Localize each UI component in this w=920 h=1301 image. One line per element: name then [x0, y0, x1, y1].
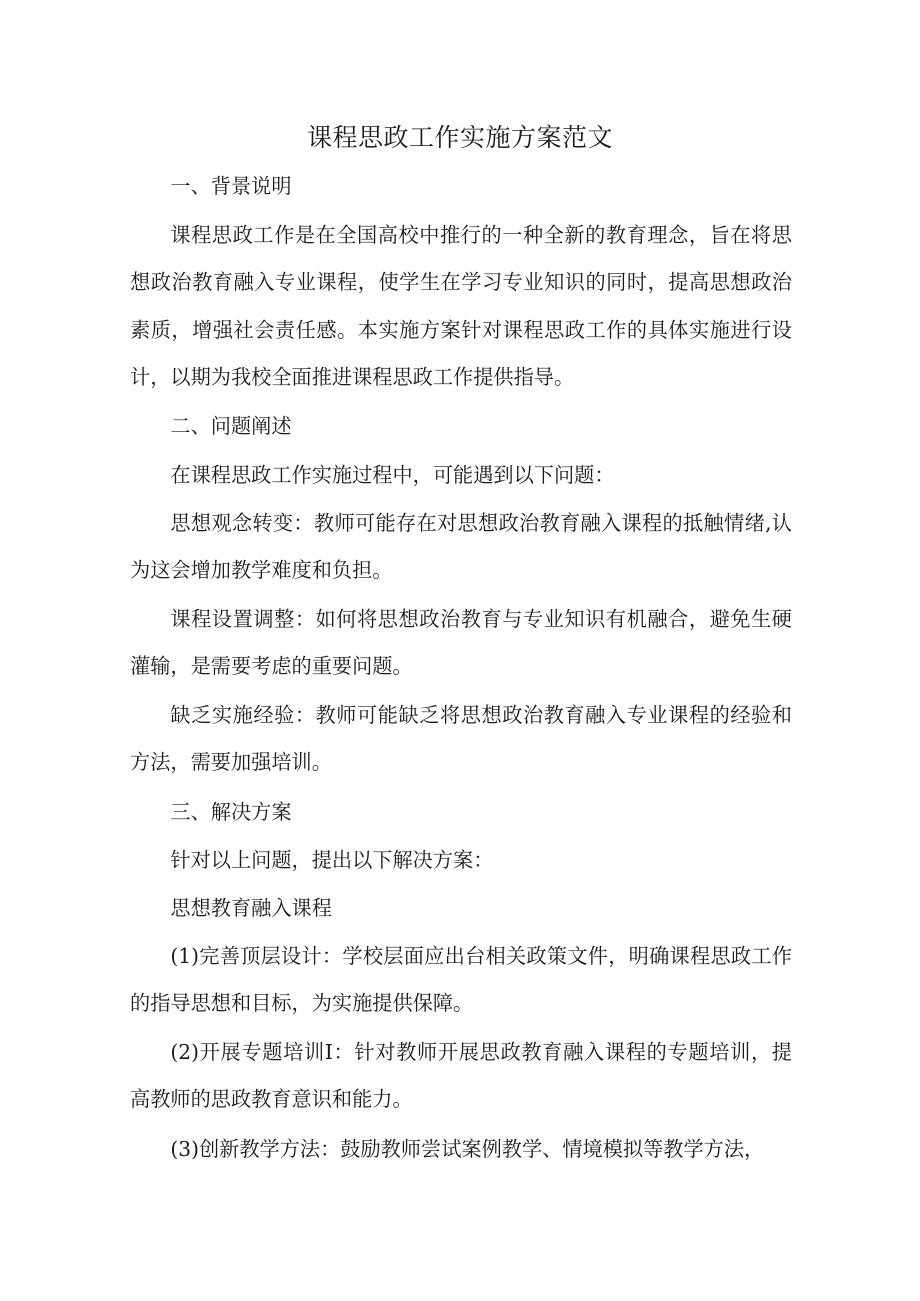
document-title: 课程思政工作实施方案范文 [306, 123, 613, 152]
section-heading-problems: 二、问题阐述 [170, 414, 292, 438]
paragraph-problem-curriculum: 课程设置调整：如何将思想政治教育与专业知识有机融合，避免生硬灌输，是需要考虑的重要问题。 [130, 607, 792, 679]
paragraph-problems-intro: 在课程思政工作实施过程中，可能遇到以下问题： [170, 463, 615, 487]
paragraph-background: 课程思政工作是在全国高校中推行的一种全新的教育理念，旨在将思想政治教育融入专业课程，使学生在学习专业知识的同时，提高思想政治素质，增强社会责任感。本实施方案针对课程思政工作的具体实施进行设计，以期为我校全面推进课程思政工作提供指导。 [130, 223, 792, 390]
list-item-top-design: (1)完善顶层设计：学校层面应出台相关政策文件，明确课程思政工作的指导思想和目标，为实施提供保障。 [130, 944, 792, 1016]
paragraph-solutions-intro: 针对以上问题，提出以下解决方案： [170, 848, 494, 872]
list-item-teaching-methods: (3)创新教学方法：鼓励教师尝试案例教学、情境模拟等教学方法， [170, 1137, 765, 1161]
list-item-training: (2)开展专题培训I：针对教师开展思政教育融入课程的专题培训，提高教师的思政教育意识和能力。 [130, 1040, 792, 1112]
paragraph-problem-experience: 缺乏实施经验：教师可能缺乏将思想政治教育融入专业课程的经验和方法，需要加强培训。 [130, 703, 792, 775]
subheading-ideology-integration: 思想教育融入课程 [170, 896, 332, 920]
section-heading-background: 一、背景说明 [170, 174, 292, 198]
section-heading-solutions: 三、解决方案 [170, 800, 292, 824]
paragraph-problem-mindset: 思想观念转变：教师可能存在对思想政治教育融入课程的抵触情绪,认为这会增加教学难度和负担。 [130, 511, 792, 583]
